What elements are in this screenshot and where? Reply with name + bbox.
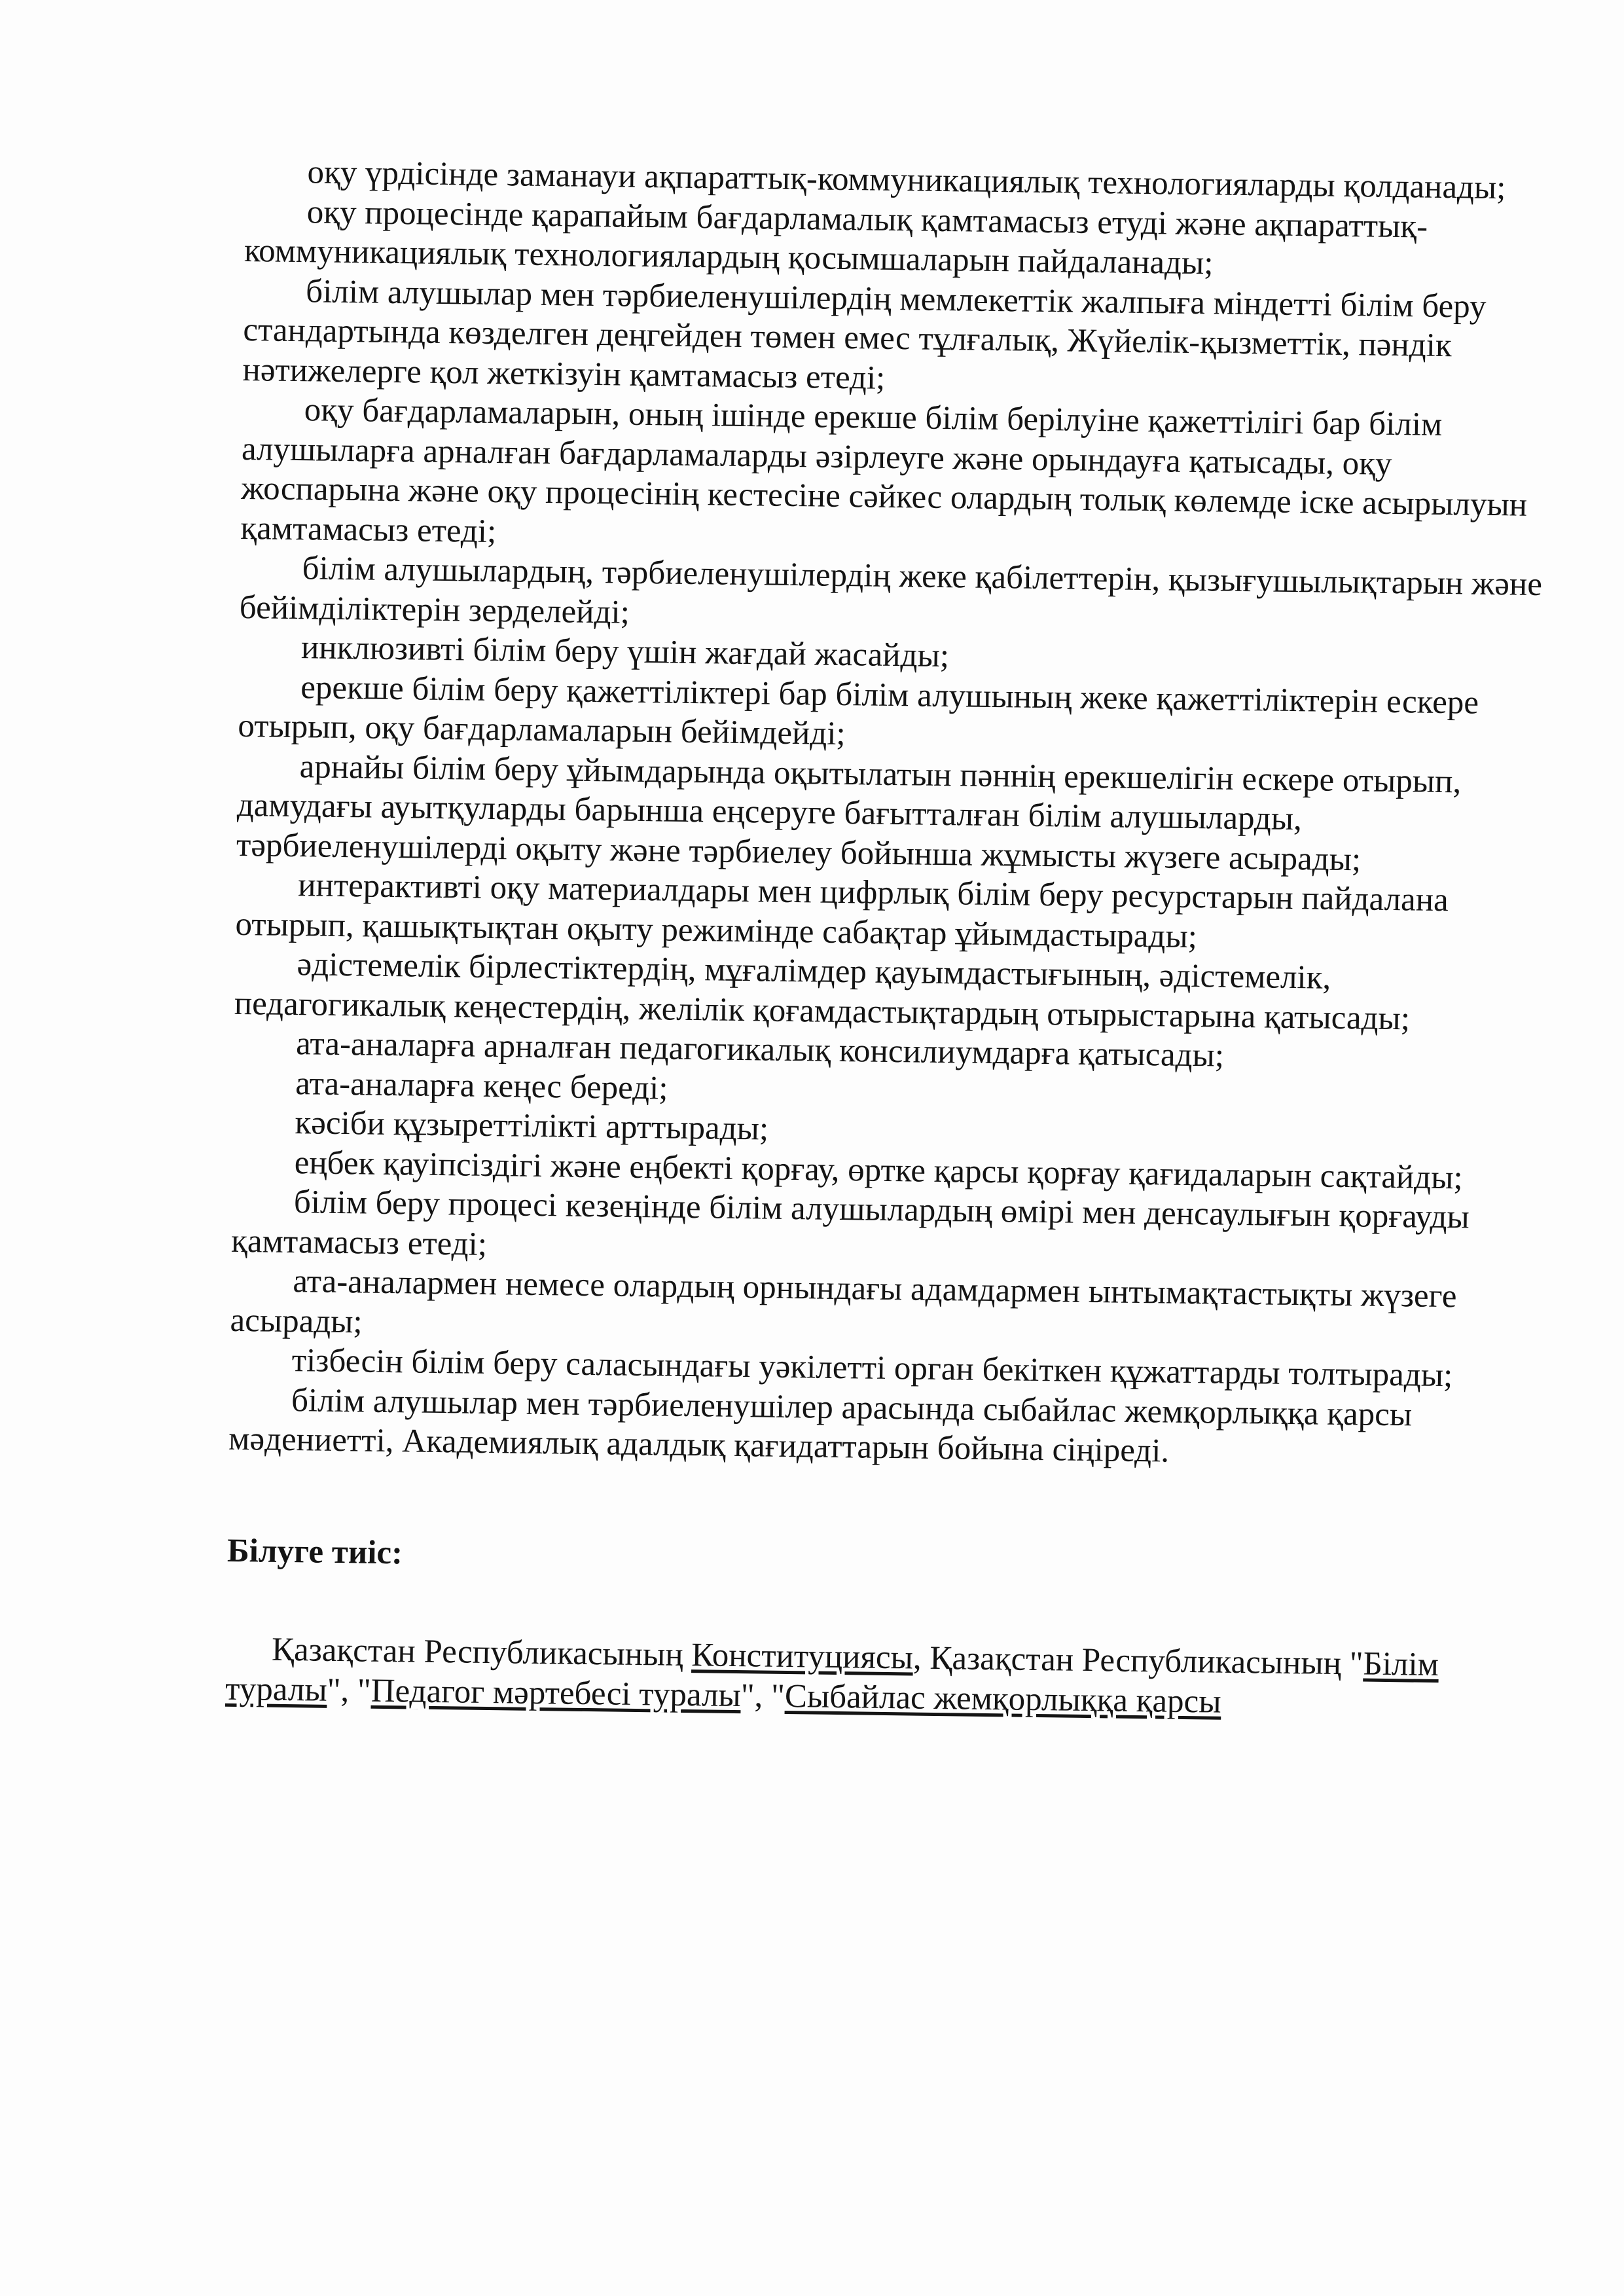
paragraph-item: тізбесін білім беру саласындағы уәкілетті орган бекіткен құжаттарды толтырады; — [291, 1342, 1453, 1394]
paragraph-item: оқу процесінде қарапайым бағдарламалық қамтамасыз етуді және ақпараттық-коммуникациялық технологиялардың қосымшаларын пайдаланады; — [244, 193, 1428, 282]
paragraph-item: оқу үрдісінде заманауи ақпараттық-коммуникациялық технологияларды қолданады; — [307, 154, 1506, 207]
legal-references-paragraph — [225, 1630, 1528, 1726]
paragraph-item: еңбек қауіпсіздігі және еңбекті қорғау, өртке қарсы қорғау қағидаларын сақтайды; — [294, 1144, 1464, 1196]
document-body — [225, 152, 1548, 1726]
paragraph-item: ата-аналарға кеңес береді; — [295, 1065, 668, 1107]
teacher-status-law-link[interactable]: Педагог мәртебесі туралы — [370, 1672, 742, 1714]
final-text-2: , Қазақстан Республикасының " — [912, 1639, 1363, 1683]
paragraph-item: білім алушылар мен тәрбиеленушілер арасында сыбайлас жемқорлыққа қарсы мәдениетті, Академиялық адалдық қағидаттарын бойына сіңіреді. — [228, 1381, 1413, 1470]
paragraph-item: ата-аналарға арналған педагогикалық консилиумдарға қатысады; — [295, 1025, 1225, 1074]
final-text-1: Қазақстан Республикасының — [271, 1631, 692, 1674]
final-text-4: ", " — [740, 1677, 785, 1715]
education-law-link[interactable]: Білім туралы — [225, 1645, 1439, 1709]
paragraph-item: әдістемелік бірлестіктердің, мұғалімдер қауымдастығының, әдістемелік, педагогикалық кеңестердің, желілік қоғамдастықтардың отырыстарына қатысады; — [234, 946, 1411, 1037]
paragraph-item: интерактивті оқу материалдары мен цифрлық білім беру ресурстарын пайдалана отырып, қашықтықтан оқыту режимінде сабақтар ұйымдастырады; — [235, 867, 1449, 955]
paragraph-item: ерекше білім беру қажеттіліктері бар білім алушының жеке қажеттіліктерін ескере отырып, оқу бағдарламаларын бейімдейді; — [238, 668, 1479, 753]
constitution-link[interactable]: Конституциясы — [691, 1637, 914, 1677]
paragraph-item: білім алушылардың, тәрбиеленушілердің жеке қабілеттерін, қызығушылықтарын және бейімділіктерін зерделейді; — [239, 550, 1543, 631]
paragraph-item: арнайы білім беру ұйымдарында оқытылатын пәннің ерекшелігін ескере отырып, дамудағы ауытқуларды барынша еңсеруге бағытталған білім алушыларды, тәрбиеленушілерді оқыту және тәрбиелеу бойынша жұмысты жүзеге асырады; — [236, 748, 1462, 878]
paragraph-item: білім алушылар мен тәрбиеленушілердің мемлекеттік жалпыға міндетті білім беру стандартында көзделген деңгейден төмен емес тұлғалық, Жүйелік-қызметтік, пәндік нәтижелерге қол жеткізуін қамтамасыз етеді; — [242, 272, 1487, 397]
paragraph-item: білім беру процесі кезеңінде білім алушылардың өмірі мен денсаулығын қорғауды қамтамасыз етеді; — [230, 1184, 1470, 1263]
paragraph-item: ата-аналармен немесе олардың орнындағы адамдармен ынтымақтастықты жүзеге асырады; — [230, 1263, 1457, 1340]
anti-corruption-law-link[interactable]: Сыбайлас жемқорлыққа қарсы — [784, 1677, 1221, 1721]
final-text-3: ", " — [327, 1671, 372, 1709]
section-heading: Білуге тиіс: — [226, 1532, 403, 1571]
paragraph-item: кәсіби құзыреттілікті арттырады; — [295, 1104, 769, 1148]
paragraph-item: инклюзивті білім беру үшін жағдай жасайды; — [300, 629, 950, 675]
paragraph-item: оқу бағдарламаларын, оның ішінде ерекше білім берілуіне қажеттілігі бар білім алушыларға арналған бағдарламаларды әзірлеуге және орындауға қатысады, оқу жоспарына және оқу процесінің кестесіне сәйкес олардың толық көлемде іске асырылуын қамтамасыз етеді; — [240, 392, 1528, 550]
